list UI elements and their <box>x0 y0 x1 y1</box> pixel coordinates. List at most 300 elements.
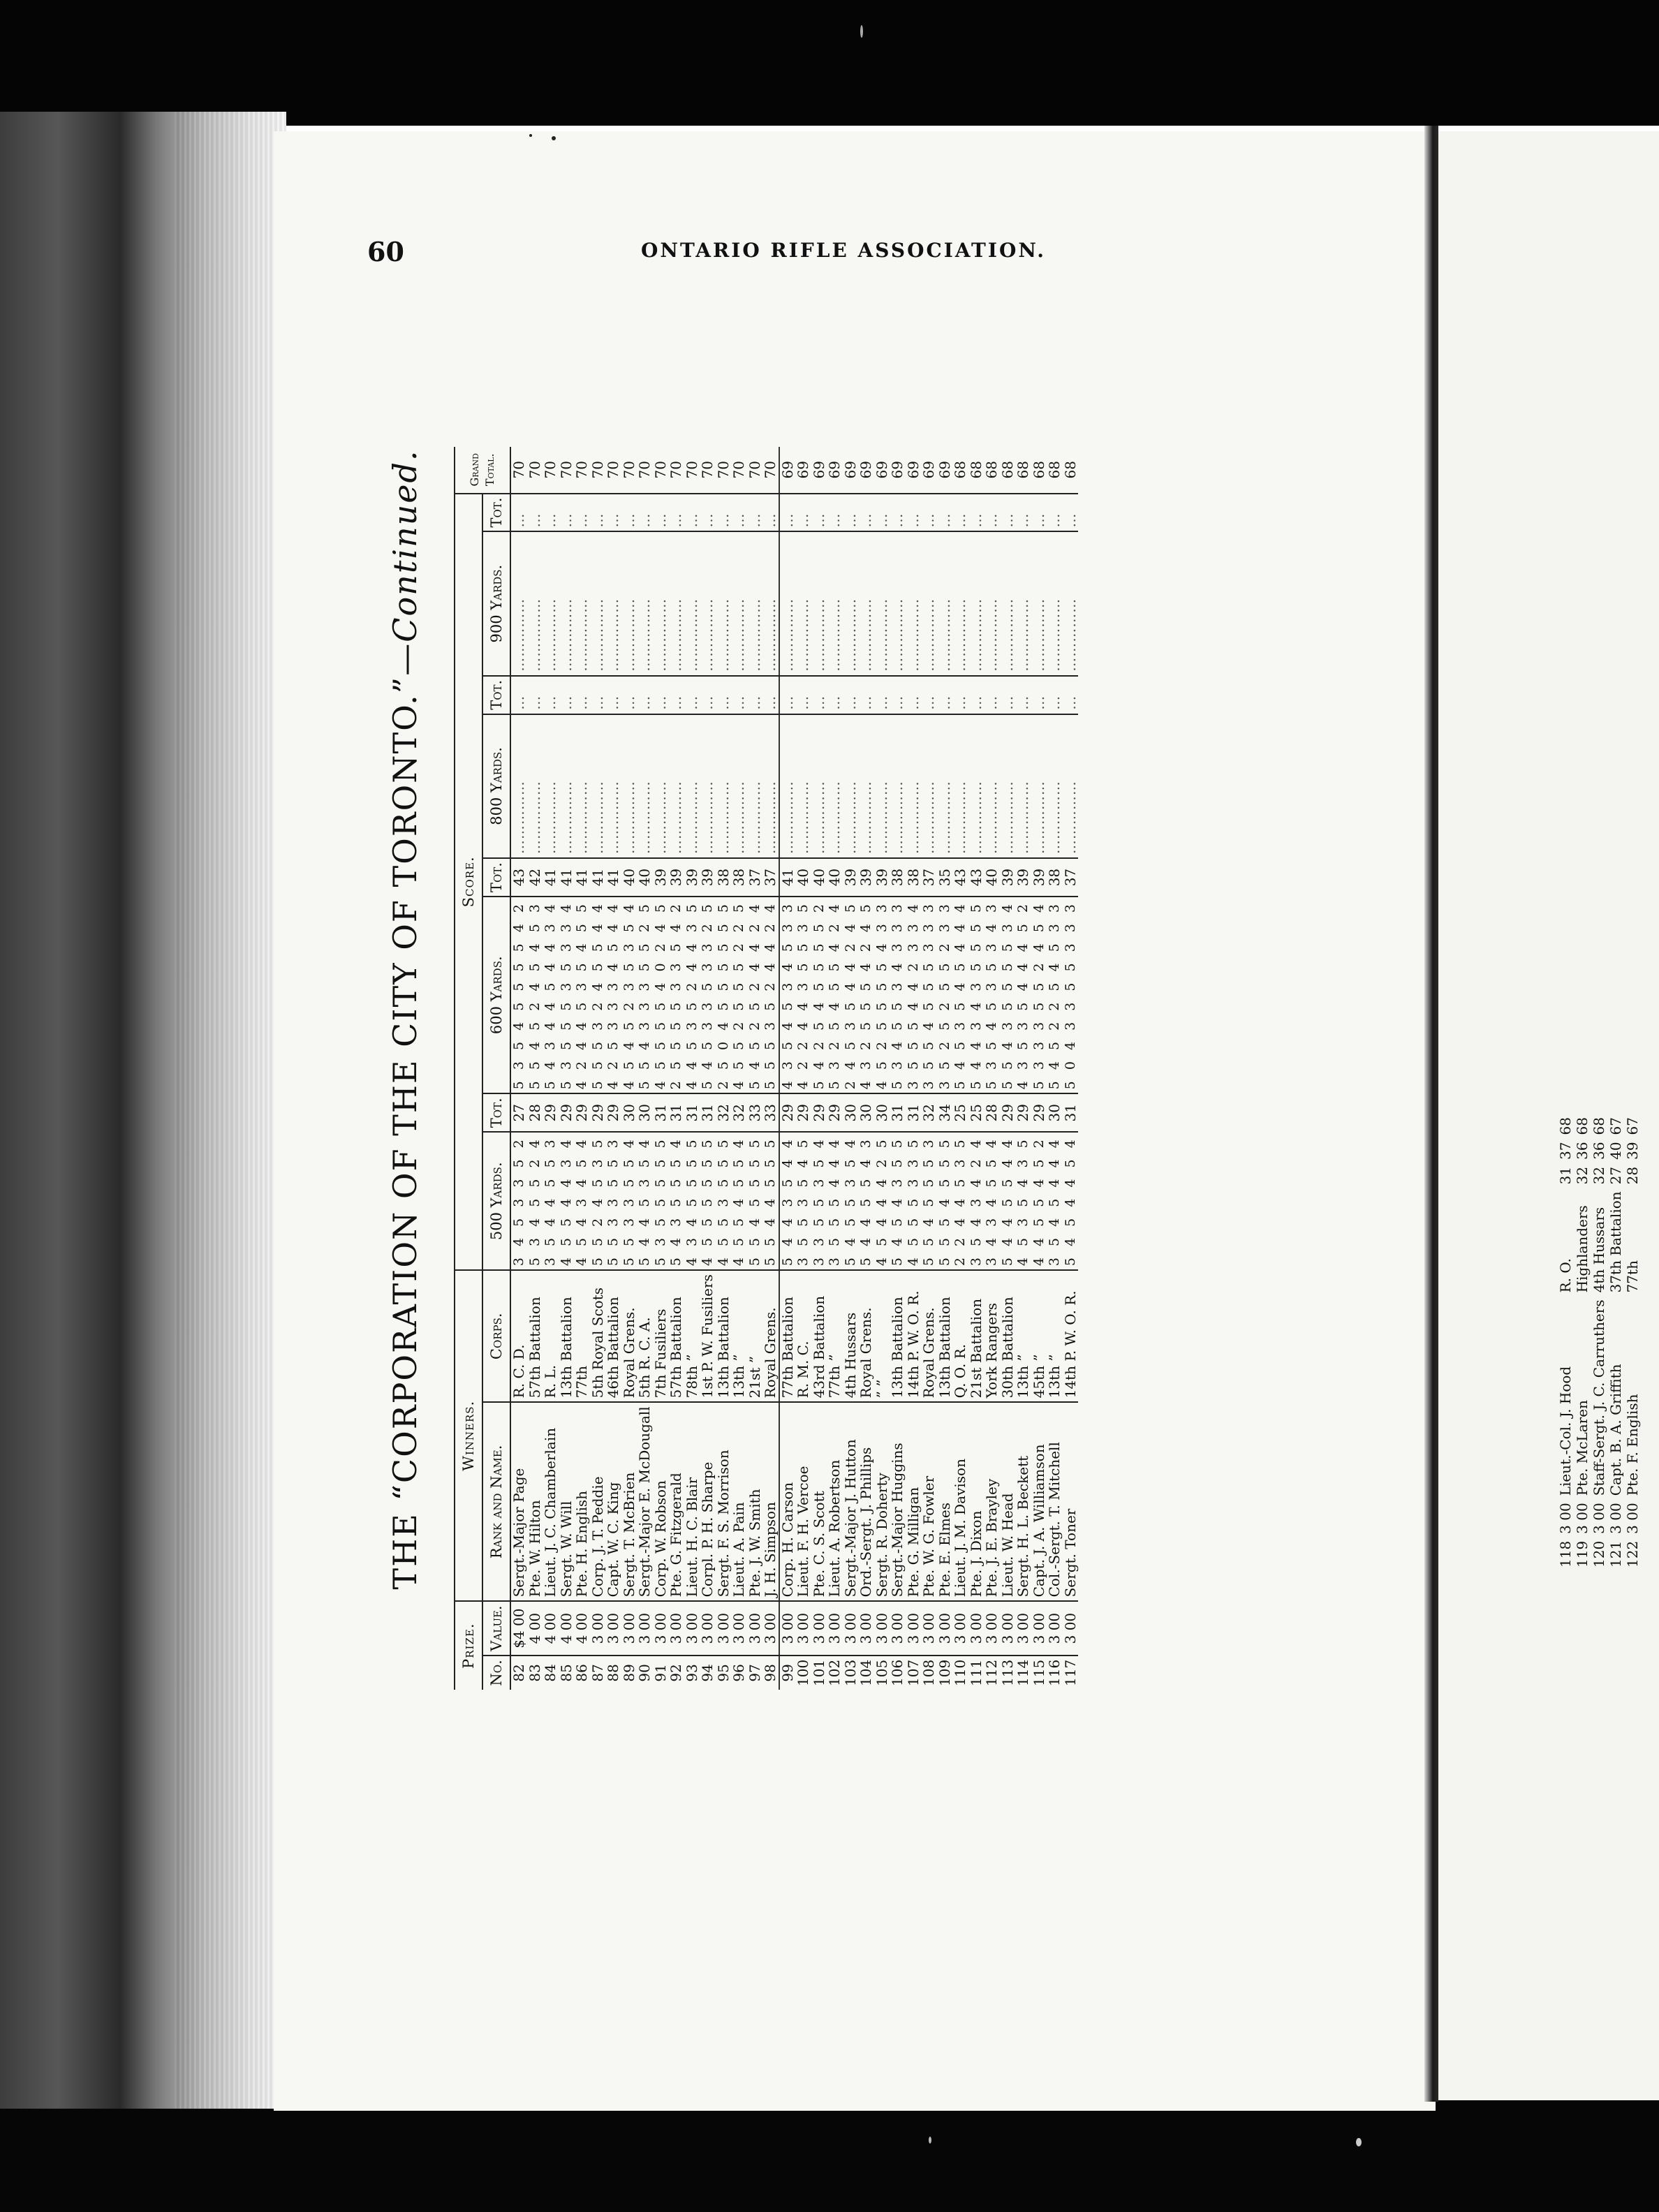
shots-500: 4 5 5 4 5 5 4 <box>731 1132 747 1270</box>
shots-500: 5 5 3 3 5 5 3 <box>605 1132 621 1270</box>
title-continued: Continued. <box>386 449 424 642</box>
prize-value: 3 00 <box>1624 1503 1641 1534</box>
shots-900-empty: …………… <box>779 532 796 676</box>
grand-total: 69 <box>858 447 874 494</box>
shots-800-empty: …………… <box>762 714 779 858</box>
total-500: 31 <box>890 1093 906 1132</box>
prize-no: 96 <box>730 1664 747 1682</box>
total-800-empty: … <box>731 676 747 714</box>
shots-800-empty: …………… <box>795 714 811 858</box>
winner-name: Capt. W. C. King <box>605 1402 621 1601</box>
prize-no: 111 <box>967 1659 985 1686</box>
shots-600: 5 4 5 2 2 5 4 5 3 3 <box>1047 897 1063 1093</box>
table-row <box>762 447 779 1690</box>
shots-600: 5 5 5 3 2 4 5 5 4 4 <box>590 897 606 1093</box>
total-500: 32 <box>716 1093 732 1132</box>
table-row <box>590 447 606 1690</box>
winner-corps: 78th ” <box>684 1270 700 1402</box>
total-900-empty: … <box>795 494 811 532</box>
prize-value: 3 00 <box>653 1601 669 1655</box>
shots-500: 3 5 4 5 4 4 4 <box>1047 1132 1063 1270</box>
shots-900-empty: …………… <box>637 532 653 676</box>
prize-no: 114 <box>1015 1659 1031 1686</box>
total-600: 37 <box>762 858 779 897</box>
shots-800-empty: …………… <box>1000 714 1016 858</box>
grand-total: 69 <box>874 447 890 494</box>
shots-600: 5 4 2 5 4 5 5 5 5 2 <box>811 897 827 1093</box>
total-500: 30 <box>843 1093 859 1132</box>
prize-no: 84 <box>542 1664 559 1682</box>
winner-corps: ” ” <box>874 1270 890 1402</box>
table-row <box>890 447 906 1690</box>
prize-value: 3 00 <box>890 1601 906 1655</box>
grand-total: 70 <box>684 447 700 494</box>
winner-corps: 37th Battalion <box>1607 1191 1624 1293</box>
table-row <box>968 447 985 1690</box>
total-600: 39 <box>653 858 669 897</box>
shots-500: 4 3 4 5 5 5 5 <box>684 1132 700 1270</box>
prize-no: 109 <box>936 1659 953 1686</box>
total-500: 32 <box>921 1093 937 1132</box>
book-page-edges <box>0 112 286 2109</box>
total-900-empty: … <box>1031 494 1047 532</box>
prize-no: 117 <box>1061 1659 1079 1686</box>
winner-corps: 5th R. C. A. <box>637 1270 653 1402</box>
prize-value: 3 00 <box>906 1601 922 1655</box>
prize-value: 3 00 <box>716 1601 732 1655</box>
total-600: 39 <box>874 858 890 897</box>
table-row <box>1031 447 1047 1690</box>
prize-value: 3 00 <box>590 1601 606 1655</box>
total-500: 25 <box>952 1093 968 1132</box>
total-500: 25 <box>968 1093 985 1132</box>
prize-no: 116 <box>1046 1659 1063 1686</box>
winner-corps: Highlanders <box>1574 1205 1591 1293</box>
prize-value: 3 00 <box>937 1601 953 1655</box>
table-row <box>984 447 1000 1690</box>
prize-no: 118 <box>1557 1540 1574 1568</box>
shots-900-empty: …………… <box>921 532 937 676</box>
winner-name: Corp. J. T. Peddie <box>590 1402 606 1601</box>
total-900-empty: … <box>1015 494 1031 532</box>
total-800-empty: … <box>527 676 543 714</box>
winner-name: Lieut. J. C. Chamberlain <box>543 1402 559 1601</box>
winner-corps: R. O. <box>1557 1258 1574 1293</box>
grand-total: 68 <box>1000 447 1016 494</box>
table-row <box>574 447 590 1690</box>
shots-800-empty: …………… <box>906 714 922 858</box>
total-800-empty: … <box>543 676 559 714</box>
winner-name: Pte. G. Milligan <box>906 1402 922 1601</box>
total-900-empty: … <box>937 494 953 532</box>
prize-no: 120 <box>1591 1540 1607 1568</box>
facing-page-table <box>1557 957 1641 1571</box>
winners-group-header: Winners. <box>455 1270 482 1601</box>
prize-value: 3 00 <box>1591 1503 1607 1534</box>
prize-value: 3 00 <box>1031 1601 1047 1655</box>
total-500: 28 <box>1624 1166 1641 1185</box>
shots-800-empty: …………… <box>827 714 843 858</box>
total-600: 42 <box>527 858 543 897</box>
winner-corps: Royal Grens. <box>762 1270 779 1402</box>
total-500: 28 <box>984 1093 1000 1132</box>
table-row <box>874 447 890 1690</box>
total-800-empty: … <box>843 676 859 714</box>
grand-total: 70 <box>747 447 763 494</box>
shots-500: 4 5 5 4 4 3 4 <box>559 1132 575 1270</box>
prize-value: $4 00 <box>510 1601 527 1655</box>
scan-speck <box>929 2137 931 2144</box>
total-800-empty: … <box>779 676 796 714</box>
shots-900-empty: …………… <box>843 532 859 676</box>
prize-no: 82 <box>510 1664 527 1682</box>
shots-600: 5 4 3 4 4 5 4 4 3 4 <box>543 897 559 1093</box>
winner-name: Pte. W. G. Fowler <box>921 1402 937 1601</box>
total-500: 29 <box>605 1093 621 1132</box>
total-900-empty: … <box>874 494 890 532</box>
scan-speck <box>1356 2138 1362 2146</box>
winner-corps: Royal Grens. <box>621 1270 637 1402</box>
total-600: 39 <box>1000 858 1016 897</box>
total-900-empty: … <box>700 494 716 532</box>
prize-no: 115 <box>1030 1659 1047 1686</box>
prize-value: 4 00 <box>543 1601 559 1655</box>
total-800-empty: … <box>1063 676 1079 714</box>
prize-value: 3 00 <box>747 1601 763 1655</box>
winner-name: Lieut. F. H. Vercoe <box>795 1402 811 1601</box>
grand-total: 69 <box>827 447 843 494</box>
total-500: 31 <box>653 1093 669 1132</box>
total-800-empty: … <box>906 676 922 714</box>
prize-value: 3 00 <box>795 1601 811 1655</box>
total-500: 31 <box>1063 1093 1079 1132</box>
shots-900-empty: …………… <box>559 532 575 676</box>
table-row <box>716 447 732 1690</box>
winner-corps: 30th Battalion <box>1000 1270 1016 1402</box>
total-500: 30 <box>858 1093 874 1132</box>
table-row <box>843 447 859 1690</box>
shots-900-empty: …………… <box>653 532 669 676</box>
shots-500: 5 3 4 5 5 2 4 <box>527 1132 543 1270</box>
shots-500: 3 3 5 5 3 5 4 <box>811 1132 827 1270</box>
shots-900-empty: …………… <box>747 532 763 676</box>
results-table <box>454 447 1078 1690</box>
total-600: 41 <box>590 858 606 897</box>
prize-value: 3 00 <box>968 1601 985 1655</box>
shots-500: 4 4 5 5 4 5 2 <box>1031 1132 1047 1270</box>
total-900-empty: … <box>731 494 747 532</box>
prize-no: 90 <box>636 1664 653 1682</box>
shots-900-empty: …………… <box>874 532 890 676</box>
total-600: 38 <box>731 858 747 897</box>
grand-total: 68 <box>1015 447 1031 494</box>
grand-total: 70 <box>527 447 543 494</box>
shots-600: 4 3 2 5 5 5 4 2 4 5 <box>858 897 874 1093</box>
total-500: 29 <box>827 1093 843 1132</box>
grand-total: 69 <box>906 447 922 494</box>
shots-800-empty: …………… <box>747 714 763 858</box>
prize-value: 3 00 <box>858 1601 874 1655</box>
total-600: 37 <box>921 858 937 897</box>
winner-name: Capt. J. A. Williamson <box>1031 1402 1047 1601</box>
table-row <box>747 447 763 1690</box>
table-row <box>921 447 937 1690</box>
shots-500: 5 4 5 5 3 5 4 <box>843 1132 859 1270</box>
grand-total: 70 <box>637 447 653 494</box>
prize-no: 104 <box>857 1659 874 1686</box>
shots-800-empty: …………… <box>1031 714 1047 858</box>
total-800-empty: … <box>700 676 716 714</box>
grand-total: 70 <box>559 447 575 494</box>
total-600: 39 <box>858 858 874 897</box>
shots-800-empty: …………… <box>843 714 859 858</box>
shots-600: 4 5 2 5 5 5 5 4 3 3 <box>874 897 890 1093</box>
prize-no: 85 <box>557 1664 575 1682</box>
shots-900-empty: …………… <box>605 532 621 676</box>
prize-no: 100 <box>795 1659 811 1686</box>
shots-500: 4 5 5 5 5 5 5 <box>700 1132 716 1270</box>
total-500: 29 <box>1000 1093 1016 1132</box>
prize-value: 3 00 <box>984 1601 1000 1655</box>
grand-total: 70 <box>653 447 669 494</box>
total-500: 29 <box>574 1093 590 1132</box>
winner-name: Lieut. H. C. Blair <box>684 1402 700 1601</box>
total-600: 41 <box>605 858 621 897</box>
winner-corps: 77th <box>1624 1260 1641 1293</box>
total-500: 31 <box>684 1093 700 1132</box>
total-600: 35 <box>937 858 953 897</box>
tot-600-header: Tot. <box>482 858 510 897</box>
prize-no: 89 <box>620 1664 637 1682</box>
grand-total: 70 <box>621 447 637 494</box>
winner-corps: 7th Fusiliers <box>653 1270 669 1402</box>
shots-500: 5 5 4 5 5 5 3 <box>921 1132 937 1270</box>
shots-600: 4 2 2 4 4 3 5 5 3 5 <box>795 897 811 1093</box>
total-800-empty: … <box>621 676 637 714</box>
table-row <box>1557 1114 1574 1571</box>
prize-no: 113 <box>998 1659 1016 1686</box>
winner-name: Pte. J. W. Smith <box>747 1402 763 1601</box>
rotated-table-block <box>363 286 1327 1753</box>
winner-name: Lieut. W. Head <box>1000 1402 1016 1601</box>
table-row <box>1574 1114 1591 1571</box>
total-600: 39 <box>843 858 859 897</box>
total-800-empty: … <box>716 676 732 714</box>
winner-name: Lieut. A. Pain <box>731 1402 747 1601</box>
total-800-empty: … <box>559 676 575 714</box>
shots-600: 2 5 5 5 5 3 3 5 4 2 <box>668 897 684 1093</box>
total-800-empty: … <box>1047 676 1063 714</box>
prize-value: 3 00 <box>811 1601 827 1655</box>
shots-800-empty: …………… <box>590 714 606 858</box>
shots-800-empty: …………… <box>510 714 527 858</box>
total-600: 40 <box>827 858 843 897</box>
table-row <box>827 447 843 1690</box>
total-500: 29 <box>795 1093 811 1132</box>
grand-total: 69 <box>811 447 827 494</box>
scan-speck <box>860 25 863 38</box>
table-row <box>527 447 543 1690</box>
winner-corps: 77th Battalion <box>779 1270 796 1402</box>
shots-800-empty: …………… <box>653 714 669 858</box>
total-600: 39 <box>700 858 716 897</box>
winner-name: Sergt. Toner <box>1063 1402 1079 1601</box>
total-500: 30 <box>621 1093 637 1132</box>
tot-500-header: Tot. <box>482 1093 510 1132</box>
table-row <box>1047 447 1063 1690</box>
total-500: 29 <box>779 1093 796 1132</box>
total-500: 34 <box>937 1093 953 1132</box>
total-900-empty: … <box>811 494 827 532</box>
grand-total: 70 <box>590 447 606 494</box>
shots-900-empty: …………… <box>700 532 716 676</box>
yards-500-header: 500 Yards. <box>482 1132 510 1270</box>
shots-600: 5 4 4 3 4 3 5 5 5 5 <box>968 897 985 1093</box>
prize-value: 3 00 <box>1015 1601 1031 1655</box>
total-800-empty: … <box>637 676 653 714</box>
total-500: 27 <box>510 1093 527 1132</box>
shots-800-empty: …………… <box>559 714 575 858</box>
total-500: 29 <box>559 1093 575 1132</box>
total-800-empty: … <box>1031 676 1047 714</box>
total-500: 29 <box>1031 1093 1047 1132</box>
winner-corps: Royal Grens. <box>921 1270 937 1402</box>
shots-600: 5 3 4 5 5 3 4 3 3 3 <box>890 897 906 1093</box>
rank-name-header: Rank and Name. <box>482 1402 510 1601</box>
shots-900-empty: …………… <box>731 532 747 676</box>
shots-600: 5 3 2 5 4 5 5 4 2 4 <box>827 897 843 1093</box>
shots-600: 5 5 4 3 5 5 5 5 3 4 <box>1000 897 1016 1093</box>
winner-name: Staff-Sergt. J. C. Carruthers <box>1591 1299 1607 1496</box>
winner-name: Sergt.-Major J. Hutton <box>843 1402 859 1601</box>
shots-500: 5 4 4 3 5 4 4 <box>779 1132 796 1270</box>
shots-800-empty: …………… <box>700 714 716 858</box>
table-row <box>1000 447 1016 1690</box>
prize-no: 86 <box>573 1664 590 1682</box>
total-800-empty: … <box>653 676 669 714</box>
total-500: 33 <box>762 1093 779 1132</box>
total-600: 39 <box>1015 858 1031 897</box>
prize-value: 3 00 <box>843 1601 859 1655</box>
shots-500: 5 4 5 4 3 5 5 <box>890 1132 906 1270</box>
scan-top-border <box>0 0 1659 126</box>
shots-500: 5 4 4 5 3 5 4 <box>637 1132 653 1270</box>
shots-800-empty: …………… <box>731 714 747 858</box>
shots-500: 3 5 4 3 4 2 4 <box>968 1132 985 1270</box>
running-head: ONTARIO RIFLE ASSOCIATION. <box>641 239 1046 262</box>
total-900-empty: … <box>605 494 621 532</box>
shots-500: 3 5 5 5 4 4 4 <box>827 1132 843 1270</box>
total-900-empty: … <box>590 494 606 532</box>
total-900-empty: … <box>921 494 937 532</box>
winner-corps: 5th Royal Scots <box>590 1270 606 1402</box>
total-900-empty: … <box>827 494 843 532</box>
winner-name: Pte. McLaren <box>1574 1400 1591 1496</box>
prize-no: 87 <box>589 1664 606 1682</box>
shots-600: 4 5 4 5 2 3 5 3 5 4 <box>621 897 637 1093</box>
total-600: 38 <box>716 858 732 897</box>
total-600: 41 <box>543 858 559 897</box>
table-title <box>363 286 447 1753</box>
shots-500: 4 5 5 5 3 3 5 <box>906 1132 922 1270</box>
total-500: 31 <box>668 1093 684 1132</box>
winner-name: Col.-Sergt. T. Mitchell <box>1047 1402 1063 1601</box>
prize-no: 88 <box>605 1664 621 1682</box>
total-500: 31 <box>1557 1166 1574 1185</box>
shots-500: 5 3 5 5 5 5 5 <box>653 1132 669 1270</box>
grand-total: 70 <box>605 447 621 494</box>
winner-name: J. H. Simpson <box>762 1402 779 1601</box>
grand-total: 69 <box>795 447 811 494</box>
shots-900-empty: …………… <box>952 532 968 676</box>
total-900-empty: … <box>1047 494 1063 532</box>
prize-no: 119 <box>1574 1540 1591 1568</box>
winner-corps: 13th ” <box>1015 1270 1031 1402</box>
grand-total: 70 <box>762 447 779 494</box>
total-600: 41 <box>779 858 796 897</box>
shots-800-empty: …………… <box>668 714 684 858</box>
shots-800-empty: …………… <box>716 714 732 858</box>
tot-900-header: Tot. <box>482 494 510 532</box>
prize-no: 106 <box>889 1659 906 1686</box>
total-600: 40 <box>811 858 827 897</box>
shots-500: 5 5 5 4 5 5 5 <box>937 1132 953 1270</box>
winner-name: Lieut. J. M. Davison <box>952 1402 968 1601</box>
total-900-empty: … <box>1063 494 1079 532</box>
winner-name: Sergt.-Major E. McDougall <box>637 1402 653 1601</box>
shots-500: 5 4 5 4 4 5 4 <box>1063 1132 1079 1270</box>
prize-no: 112 <box>983 1659 1000 1686</box>
total-800-empty: … <box>921 676 937 714</box>
prize-value: 3 00 <box>1574 1503 1591 1534</box>
table-row <box>684 447 700 1690</box>
prize-value: 3 00 <box>1000 1601 1016 1655</box>
prize-value: 3 00 <box>700 1601 716 1655</box>
prize-value: 4 00 <box>559 1601 575 1655</box>
prize-no: 91 <box>651 1664 669 1682</box>
table-row <box>906 447 922 1690</box>
shots-600: 5 3 5 4 5 5 5 5 4 2 <box>510 897 527 1093</box>
shots-600: 5 3 5 5 5 3 5 3 3 4 <box>559 897 575 1093</box>
shots-900-empty: …………… <box>906 532 922 676</box>
winner-name: Corp. H. Carson <box>779 1402 796 1601</box>
total-600: 37 <box>1063 858 1079 897</box>
scan-speck <box>529 134 532 137</box>
total-600: 39 <box>1624 1142 1641 1160</box>
winner-corps: 21st ” <box>747 1270 763 1402</box>
total-500: 32 <box>731 1093 747 1132</box>
grand-total: 67 <box>1624 1117 1641 1135</box>
tot-800-header: Tot. <box>482 676 510 714</box>
shots-500: 5 5 2 4 5 3 5 <box>590 1132 606 1270</box>
total-500: 31 <box>906 1093 922 1132</box>
shots-600: 5 5 4 3 3 3 5 5 2 5 <box>637 897 653 1093</box>
book-gutter <box>1424 126 1438 2102</box>
total-800-empty: … <box>890 676 906 714</box>
winner-corps: R. M. C. <box>795 1270 811 1402</box>
total-800-empty: … <box>510 676 527 714</box>
total-600: 40 <box>1607 1142 1624 1160</box>
shots-500: 5 5 4 5 5 5 5 <box>747 1132 763 1270</box>
total-900-empty: … <box>543 494 559 532</box>
total-600: 38 <box>890 858 906 897</box>
prize-no: 83 <box>526 1664 543 1682</box>
winner-corps: 57th Battalion <box>527 1270 543 1402</box>
prize-value: 3 00 <box>621 1601 637 1655</box>
total-600: 37 <box>747 858 763 897</box>
shots-800-empty: …………… <box>968 714 985 858</box>
shots-900-empty: …………… <box>858 532 874 676</box>
